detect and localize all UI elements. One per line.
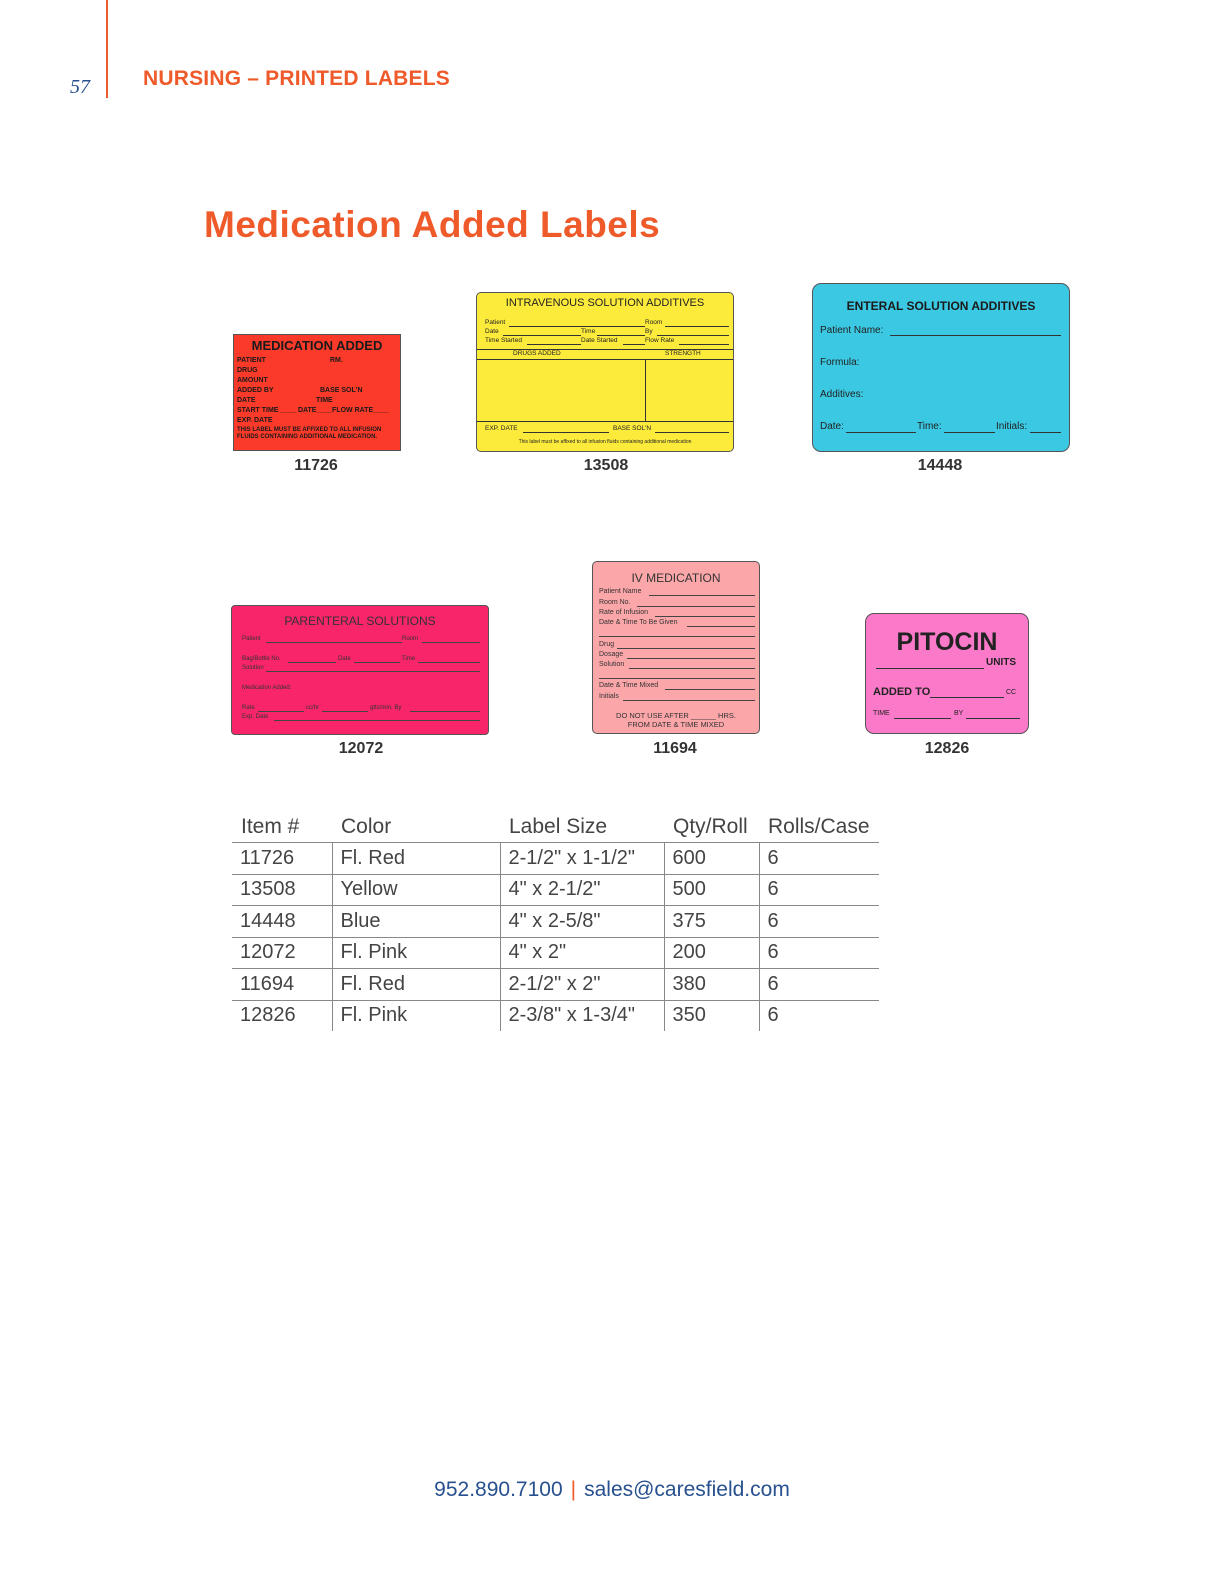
label-field: Patient Name <box>599 588 642 595</box>
table-cell: 6 <box>759 874 879 906</box>
label-11694-image <box>592 561 760 734</box>
table-cell: 6 <box>759 937 879 969</box>
table-cell: 6 <box>759 969 879 1001</box>
label-item-number: 12072 <box>338 740 384 757</box>
table-cell: 14448 <box>232 906 332 938</box>
label-heading: IV MEDICATION <box>631 571 721 585</box>
label-12072-image <box>231 605 489 735</box>
label-field: Exp. Date <box>242 714 269 720</box>
table-cell: 13508 <box>232 874 332 906</box>
label-field: Time Started <box>485 337 522 344</box>
label-note: FLUIDS CONTAINING ADDITIONAL MEDICATION. <box>237 434 378 440</box>
label-14448-image <box>812 283 1070 452</box>
label-field: Room <box>645 319 663 326</box>
label-heading: PARENTERAL SOLUTIONS <box>284 614 436 628</box>
label-field: TIME <box>316 397 333 404</box>
table-cell: 500 <box>664 874 759 906</box>
product-table <box>232 812 879 1031</box>
label-field: Date Started <box>581 337 618 344</box>
label-field: BASE SOL'N <box>613 425 652 432</box>
label-field: Flow Rate <box>645 337 675 344</box>
table-cell: 6 <box>759 906 879 938</box>
table-row <box>232 874 879 906</box>
label-field: Rate of Infusion <box>599 609 649 616</box>
label-field: UNITS <box>986 657 1016 668</box>
label-item-number: 11694 <box>653 740 697 757</box>
table-cell: 4" x 2-5/8" <box>500 906 664 938</box>
page-title: Medication Added Labels <box>204 204 661 245</box>
label-field: Rate <box>242 705 255 711</box>
label-field: DATE <box>237 397 256 404</box>
label-field: Time: <box>917 421 942 432</box>
table-row <box>232 1000 879 1031</box>
label-field: Date <box>338 656 351 662</box>
table-header-row <box>232 812 879 843</box>
page-number: 57 <box>70 76 90 98</box>
table-row <box>232 969 879 1001</box>
label-field: Formula: <box>820 357 860 368</box>
table-row <box>232 937 879 969</box>
table-cell: Fl. Red <box>332 843 500 875</box>
label-item-number: 13508 <box>583 457 629 474</box>
label-11726-image <box>233 334 401 451</box>
label-field: Dosage <box>599 651 624 658</box>
label-field: BY <box>954 710 964 717</box>
table-cell: 350 <box>664 1000 759 1031</box>
table-cell: 2-1/2" x 2" <box>500 969 664 1001</box>
label-field: Bag/Bottle No. <box>242 656 281 662</box>
label-field: Medication Added: <box>242 685 292 691</box>
label-field: Time <box>402 656 416 662</box>
table-cell: 380 <box>664 969 759 1001</box>
table-row <box>232 906 879 938</box>
label-field: Patient <box>485 319 506 326</box>
label-field: Initials: <box>996 421 1028 432</box>
label-heading: MEDICATION ADDED <box>251 338 383 353</box>
table-cell: 11726 <box>232 843 332 875</box>
table-cell: 4" x 2" <box>500 937 664 969</box>
label-field: EXP. DATE <box>237 417 273 424</box>
label-field: Date <box>485 328 499 335</box>
label-field: Initials <box>599 693 619 700</box>
table-header: Rolls/Case <box>759 812 879 843</box>
label-field: TIME <box>873 710 890 717</box>
table-cell: 375 <box>664 906 759 938</box>
label-field: Date: <box>820 421 844 432</box>
label-12826-image <box>865 613 1029 734</box>
label-field: Solution <box>242 665 264 671</box>
label-field: PATIENT <box>237 357 266 364</box>
phone-number[interactable]: 952.890.7100 <box>434 1478 563 1501</box>
table-cell: 4" x 2-1/2" <box>500 874 664 906</box>
label-field: Room <box>402 636 419 642</box>
label-column: STRENGTH <box>665 350 701 357</box>
label-item-number: 12826 <box>924 740 970 757</box>
label-note: This label must be affixed to all infusion fluids containing additional medication <box>518 439 692 445</box>
label-field: ADDED BY <box>237 387 274 394</box>
table-cell: Fl. Red <box>332 969 500 1001</box>
label-field: cc/hr <box>306 705 320 711</box>
label-field: Patient <box>242 636 261 642</box>
label-field: START TIME ____ DATE____FLOW RATE____ <box>237 407 389 414</box>
label-note: THIS LABEL MUST BE AFFIXED TO ALL INFUSION <box>237 427 382 433</box>
label-field: ADDED TO <box>873 686 931 698</box>
label-field: Date & Time To Be Given <box>599 619 678 626</box>
label-field: Room No. <box>599 599 631 606</box>
header-divider <box>106 0 108 98</box>
label-column: DRUGS ADDED <box>513 350 561 357</box>
table-cell: 2-3/8" x 1-3/4" <box>500 1000 664 1031</box>
label-item-number: 11726 <box>294 457 338 474</box>
table-header: Color <box>332 812 500 843</box>
label-field: BASE SOL'N <box>320 387 363 394</box>
table-cell: 11694 <box>232 969 332 1001</box>
label-heading: ENTERAL SOLUTION ADDITIVES <box>846 299 1036 313</box>
label-field: EXP. DATE <box>485 425 518 432</box>
footer-separator: | <box>570 1478 577 1501</box>
contact-footer <box>0 1478 1224 1502</box>
table-row <box>232 843 879 875</box>
label-field: Drug <box>599 641 615 648</box>
table-header: Item # <box>232 812 332 843</box>
table-cell: 200 <box>664 937 759 969</box>
label-note: DO NOT USE AFTER ______ HRS. <box>616 711 736 720</box>
label-field: gtts/min. By <box>370 705 402 711</box>
label-field: DRUG <box>237 367 258 374</box>
table-cell: 6 <box>759 843 879 875</box>
label-field: RM. <box>330 357 343 364</box>
label-field: Patient Name: <box>820 325 884 336</box>
label-heading: PITOCIN <box>896 628 998 656</box>
table-cell: Fl. Pink <box>332 937 500 969</box>
label-field: Time <box>581 328 596 335</box>
label-heading: INTRAVENOUS SOLUTION ADDITIVES <box>505 297 705 309</box>
label-field: Additives: <box>820 389 864 400</box>
email-link[interactable]: sales@caresfield.com <box>584 1478 790 1501</box>
label-field: By <box>645 328 653 335</box>
label-field: CC <box>1006 689 1017 696</box>
label-field: Solution <box>599 661 625 668</box>
table-cell: Blue <box>332 906 500 938</box>
table-cell: 12072 <box>232 937 332 969</box>
table-cell: 600 <box>664 843 759 875</box>
table-cell: Fl. Pink <box>332 1000 500 1031</box>
table-header: Qty/Roll <box>664 812 759 843</box>
label-note: FROM DATE & TIME MIXED <box>627 720 725 729</box>
label-13508-image <box>476 292 734 452</box>
table-cell: 6 <box>759 1000 879 1031</box>
table-cell: Yellow <box>332 874 500 906</box>
label-field: AMOUNT <box>237 377 268 384</box>
label-item-number: 14448 <box>917 457 963 474</box>
table-cell: 12826 <box>240 1004 296 1027</box>
table-cell: 2-1/2" x 1-1/2" <box>500 843 664 875</box>
section-title: NURSING – PRINTED LABELS <box>143 67 450 90</box>
label-field: Date & Time Mixed <box>599 682 659 689</box>
table-header: Label Size <box>500 812 664 843</box>
